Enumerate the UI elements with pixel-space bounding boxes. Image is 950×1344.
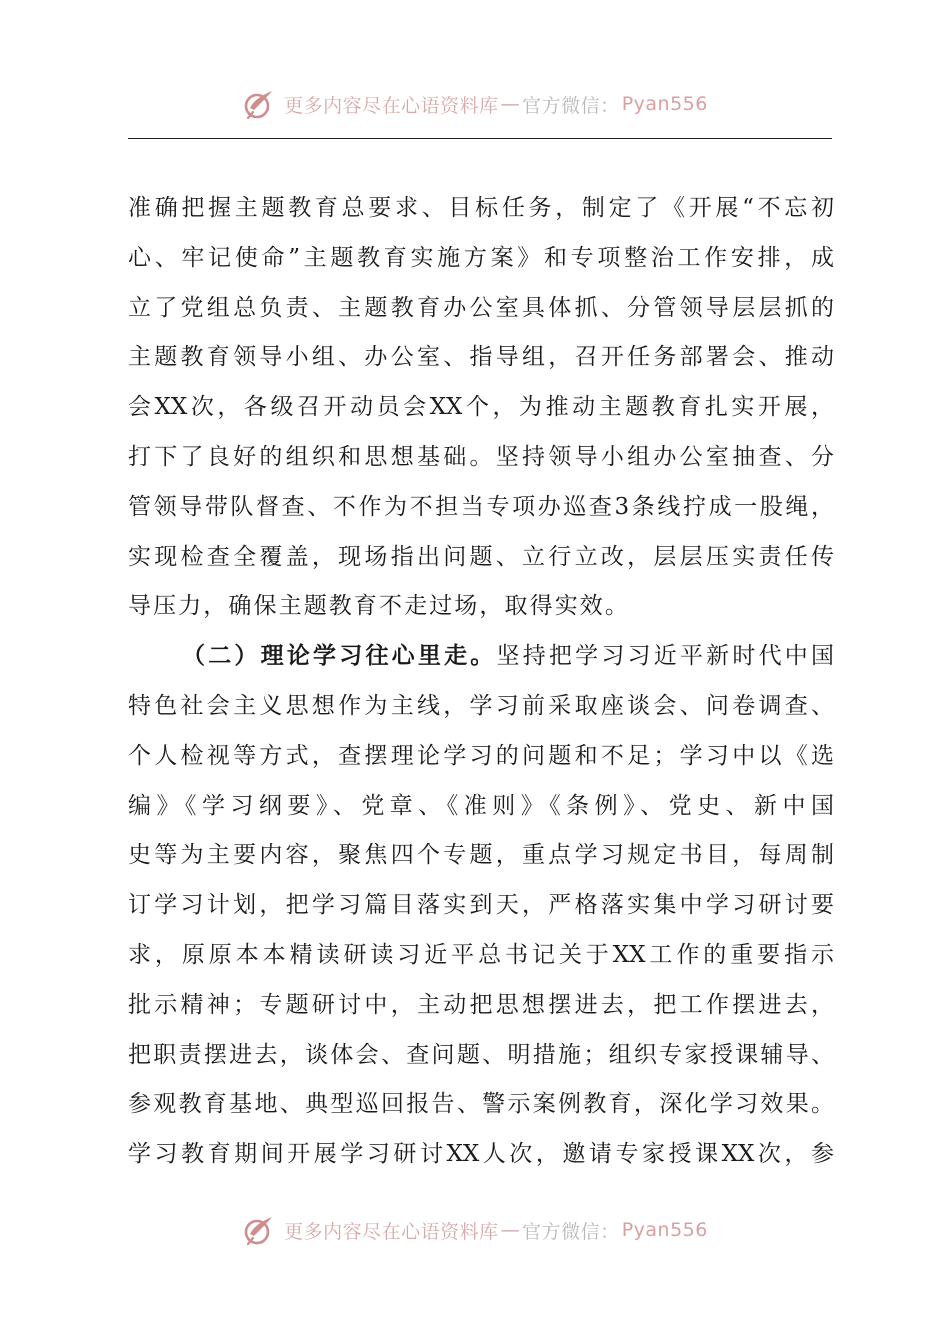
section-line: 特色社会主义思想作为主线，学习前采取座谈会、问卷调查、	[128, 692, 834, 719]
section-line: 编》《学习纲要》、党章、《准则》《条例》、党史、新中国	[128, 792, 834, 819]
section-first-line-text: 坚持把学习习近平新时代中国	[496, 643, 835, 670]
body-line: 实现检查全覆盖，现场指出问题、立行立改，层层压实责任传	[128, 543, 834, 570]
header-wechat-id: Pyan556	[621, 93, 708, 115]
header-dash: —	[500, 93, 521, 115]
body-line: 打下了良好的组织和思想基础。坚持领导小组办公室抽查、分	[128, 443, 834, 470]
body-line: 会XX次，各级召开动员会XX个，为推动主题教育扎实开展，	[128, 394, 834, 421]
footer-banner-text	[284, 1217, 708, 1244]
footer-dash: —	[500, 1219, 521, 1241]
header-divider	[128, 138, 832, 139]
section-line: 把职责摆进去，谈体会、查问题、明措施；组织专家授课辅导、	[128, 1041, 834, 1068]
section-line: 批示精神；专题研讨中，主动把思想摆进去，把工作摆进去，	[128, 991, 834, 1018]
footer-banner	[242, 1212, 708, 1248]
body-line: 导压力，确保主题教育不走过场，取得实效。	[128, 593, 630, 620]
header-wechat-label: 官方微信：	[522, 94, 620, 117]
footer-wechat-id: Pyan556	[621, 1219, 708, 1241]
header-library-name: 更多内容尽在心语资料库	[284, 94, 499, 117]
section-line: 史等为主要内容，聚焦四个专题，重点学习规定书目，每周制	[128, 842, 834, 869]
body-line: 主题教育领导小组、办公室、指导组，召开任务部署会、推动	[128, 344, 834, 371]
page-header-banner	[0, 82, 950, 126]
body-line: 心、牢记使命”主题教育实施方案》和专项整治工作安排，成	[128, 244, 834, 271]
quill-logo-icon	[242, 1212, 278, 1248]
section-line: 个人检视等方式，查摆理论学习的问题和不足；学习中以《选	[128, 742, 834, 769]
section-line: 求，原原本本精读研读习近平总书记关于XX工作的重要指示	[128, 941, 834, 968]
section-heading: （二）理论学习往心里走。	[182, 643, 497, 670]
section-line: 订学习计划，把学习篇目落实到天，严格落实集中学习研讨要	[128, 892, 834, 919]
footer-library-name: 更多内容尽在心语资料库	[284, 1220, 499, 1243]
header-banner	[242, 86, 708, 122]
header-banner-text	[284, 91, 708, 118]
body-line: 准确把握主题教育总要求、目标任务，制定了《开展“不忘初	[128, 195, 834, 221]
body-line: 管领导带队督查、不作为不担当专项办巡查3条线拧成一股绳，	[128, 493, 834, 520]
section-line: 学习教育期间开展学习研讨XX人次，邀请专家授课XX次，参	[128, 1141, 834, 1168]
section-line: 参观教育基地、典型巡回报告、警示案例教育，深化学习效果。	[128, 1091, 834, 1118]
body-line: 立了党组总负责、主题教育办公室具体抓、分管领导层层抓的	[128, 294, 834, 321]
page-footer-banner	[0, 1208, 950, 1252]
footer-wechat-label: 官方微信：	[522, 1220, 620, 1243]
section-first-line	[128, 632, 834, 682]
quill-logo-icon	[242, 86, 278, 122]
document-body	[128, 184, 834, 1180]
